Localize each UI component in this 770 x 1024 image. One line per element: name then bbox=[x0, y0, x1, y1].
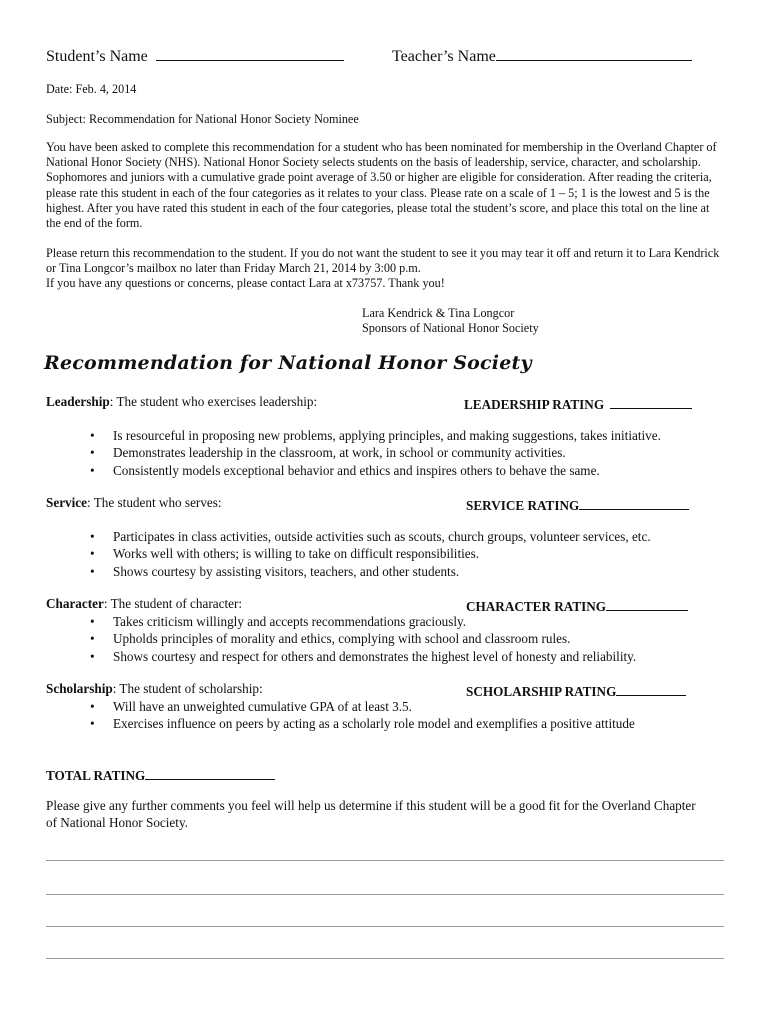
list-item bbox=[88, 528, 651, 545]
list-item bbox=[88, 715, 635, 732]
return-instructions bbox=[46, 246, 726, 292]
teacher-name-label: Teacher’s Name bbox=[392, 48, 496, 65]
section-character-heading bbox=[46, 596, 242, 612]
service-bullet-list bbox=[88, 528, 651, 580]
student-name-row bbox=[46, 46, 344, 66]
section-scholarship-name: Scholarship bbox=[46, 681, 113, 696]
bullet-icon: • bbox=[90, 631, 95, 647]
total-rating bbox=[46, 765, 275, 784]
bullet-text: Demonstrates leadership in the classroom, at work, in school or community activities. bbox=[113, 445, 566, 461]
section-character-desc: : The student of character: bbox=[103, 596, 243, 611]
letter-date: Date: Feb. 4, 2014 bbox=[46, 82, 137, 96]
signature-title: Sponsors of National Honor Society bbox=[362, 321, 539, 335]
leadership-rating-field[interactable] bbox=[610, 394, 692, 409]
section-character-name: Character bbox=[46, 596, 104, 611]
service-rating bbox=[466, 495, 689, 514]
list-item bbox=[88, 613, 636, 630]
comment-line-3[interactable] bbox=[46, 926, 724, 927]
teacher-name-field[interactable] bbox=[496, 46, 692, 61]
bullet-text: Upholds principles of morality and ethics, complying with school and classroom rules. bbox=[113, 631, 571, 647]
character-bullet-list bbox=[88, 613, 636, 665]
bullet-text: Shows courtesy by assisting visitors, teachers, and other students. bbox=[113, 563, 460, 579]
bullet-text: Consistently models exceptional behavior and ethics and inspires others to behave the same. bbox=[113, 462, 600, 478]
bullet-icon: • bbox=[90, 699, 95, 714]
leadership-bullet-list bbox=[88, 427, 661, 479]
section-scholarship-desc: : The student of scholarship: bbox=[112, 681, 263, 696]
list-item bbox=[88, 462, 661, 479]
bullet-icon: • bbox=[90, 563, 95, 579]
bullet-text: Takes criticism willingly and accepts recommendations graciously. bbox=[113, 614, 467, 629]
bullet-text: Exercises influence on peers by acting as a scholarly role model and exemplifies a positive attitude bbox=[113, 716, 635, 732]
bullet-text: Will have an unweighted cumulative GPA of at least 3.5. bbox=[113, 699, 412, 714]
list-item bbox=[88, 648, 636, 665]
service-rating-field[interactable] bbox=[579, 495, 689, 510]
comment-line-2[interactable] bbox=[46, 894, 724, 895]
return-text-2: If you have any questions or concerns, please contact Lara at x73757. Thank you! bbox=[46, 276, 445, 291]
list-item bbox=[88, 630, 636, 647]
total-rating-label: TOTAL RATING bbox=[46, 768, 146, 783]
section-service-name: Service bbox=[46, 495, 88, 510]
bullet-icon: • bbox=[90, 648, 95, 664]
bullet-icon: • bbox=[90, 529, 95, 544]
section-service-heading bbox=[46, 495, 222, 511]
character-rating-label: CHARACTER RATING bbox=[466, 599, 607, 614]
bullet-icon: • bbox=[90, 445, 95, 461]
list-item bbox=[88, 698, 635, 715]
intro-text: You have been asked to complete this recommendation for a student who has been nominated for membership in the Overland Chapter of National Honor Society (NHS). National Honor Society selects students on the basis of leadership, service, character, and scholarship. Sophomores and juniors with a cumulative grade point average of 3.50 or higher are eligible for consideration. After reading the criteria, please rate this student in each of the four categories as it relates to your class. Please rate on a scale of 1 – 5; 1 is the lowest and 5 is the highest. After you have rated this student in each of the four categories, please total the student’s score, and place this total on the line at the end of the form. bbox=[46, 140, 717, 231]
bullet-icon: • bbox=[90, 614, 95, 629]
character-rating-field[interactable] bbox=[606, 596, 688, 611]
student-name-field[interactable] bbox=[156, 46, 344, 61]
form-title: Recommendation for National Honor Society bbox=[44, 352, 532, 374]
student-name-label: Student’s Name bbox=[46, 48, 148, 65]
bullet-text: Is resourceful in proposing new problems, applying principles, and making suggestions, takes initiative. bbox=[113, 428, 661, 443]
service-rating-label: SERVICE RATING bbox=[466, 498, 580, 513]
list-item bbox=[88, 444, 661, 461]
section-service-desc: : The student who serves: bbox=[87, 495, 222, 510]
list-item bbox=[88, 427, 661, 444]
scholarship-rating-label: SCHOLARSHIP RATING bbox=[466, 684, 617, 699]
leadership-rating bbox=[464, 394, 692, 413]
section-leadership-name: Leadership bbox=[46, 394, 110, 409]
bullet-text: Works well with others; is willing to take on difficult responsibilities. bbox=[113, 546, 480, 562]
section-leadership-heading bbox=[46, 394, 317, 410]
comment-line-4[interactable] bbox=[46, 958, 724, 959]
scholarship-bullet-list bbox=[88, 698, 635, 733]
section-scholarship-heading bbox=[46, 681, 263, 697]
bullet-icon: • bbox=[90, 546, 95, 562]
bullet-icon: • bbox=[90, 428, 95, 443]
bullet-icon: • bbox=[90, 462, 95, 478]
bullet-icon: • bbox=[90, 716, 95, 732]
intro-paragraph bbox=[46, 140, 726, 231]
teacher-name-row bbox=[392, 46, 692, 66]
letter-subject: Subject: Recommendation for National Honor Society Nominee bbox=[46, 112, 359, 126]
comment-line-1[interactable] bbox=[46, 860, 724, 861]
scholarship-rating-field[interactable] bbox=[616, 681, 686, 696]
leadership-rating-label: LEADERSHIP RATING bbox=[464, 397, 605, 412]
bullet-text: Shows courtesy and respect for others and demonstrates the highest level of honesty and reliability. bbox=[113, 648, 637, 664]
list-item bbox=[88, 563, 651, 580]
list-item bbox=[88, 545, 651, 562]
comments-prompt-text: Please give any further comments you feel will help us determine if this student will be a good fit for the Overland Chapter of National Honor Society. bbox=[46, 798, 696, 830]
signature-names: Lara Kendrick & Tina Longcor bbox=[362, 306, 515, 320]
comments-prompt bbox=[46, 797, 706, 831]
total-rating-field[interactable] bbox=[145, 765, 275, 780]
section-leadership-desc: : The student who exercises leadership: bbox=[109, 394, 318, 409]
return-text-1: Please return this recommendation to the student. If you do not want the student to see it you may tear it off and return it to Lara Kendrick or Tina Longcor’s mailbox no later than Friday March 21, 2014 by 3:00 p.m. bbox=[46, 246, 720, 276]
bullet-text: Participates in class activities, outside activities such as scouts, church groups, volunteer services, etc. bbox=[113, 529, 651, 544]
